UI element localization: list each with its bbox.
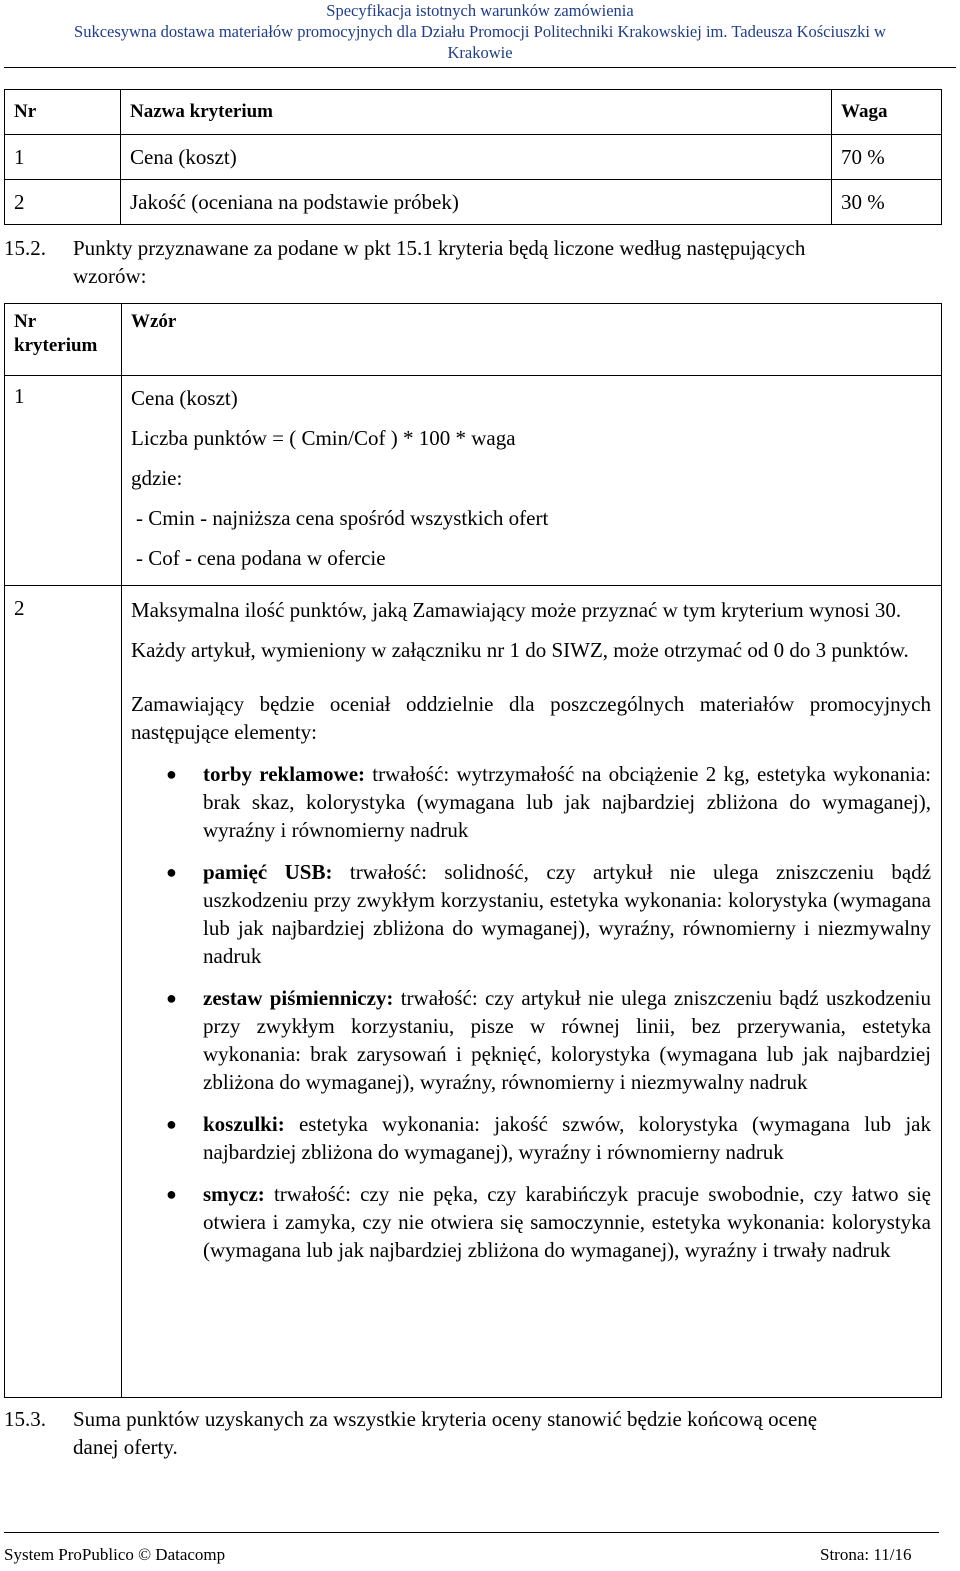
formula-table [4,303,942,1398]
item-desc: trwałość: czy artykuł nie ulega zniszczeniu bądź uszkodzeniu przy zwykłym korzystaniu, pisze w równej linii, bez przerywania, estetyka wykonania: brak zarysowań i pęknięć, kolorystyka (wymagana lub jak najbardziej zbliżona do wymaganej), wyraźny, równomierny i niezmywalny nadruk [203,986,931,1094]
list-item [131,760,931,844]
bullet-icon: ● [166,1114,177,1134]
section-text [73,1405,950,1461]
item-desc: trwałość: wytrzymałość na obciążenie 2 kg, estetyka wykonania: brak skaz, kolorystyka (wymagana lub jak najbardziej zbliżona do wymaganej), wyraźny i równomierny nadruk [203,762,932,842]
where-label: gdzie: [131,466,183,490]
header-nr-line: Nr [14,311,37,332]
header-subtitle: Sukcesywna dostawa materiałów promocyjnych dla Działu Promocji Politechniki Krakowskiej im. Tadeusza Kościuszki w [74,22,886,41]
row-name: Jakość (oceniana na podstawie próbek) [121,180,832,225]
section-text-line: wzorów: [73,264,147,288]
item-term: smycz: [203,1182,265,1206]
formula-text: Liczba punktów = ( Cmin/Cof ) * 100 * waga [131,426,516,450]
paragraph: Zamawiający będzie oceniał oddzielnie dla poszczególnych materiałów promocyjnych następujące elementy: [131,692,931,744]
item-term: pamięć USB: [203,860,333,884]
list-item [131,984,931,1096]
row-formula [122,376,942,586]
header-weight: Waga [832,90,942,135]
page-number: Strona: 11/16 [820,1545,912,1564]
paragraph: Każdy artykuł, wymieniony w załączniku nr 1 do SIWZ, może otrzymać od 0 do 3 punktów. [131,638,909,662]
row-name: Cena (koszt) [121,135,832,180]
section-text-line: danej oferty. [73,1435,178,1459]
page-header [0,0,960,63]
list-item [131,1180,931,1264]
item-term: koszulki: [203,1112,285,1136]
row-weight: 70 % [832,135,942,180]
table-row [5,586,942,1398]
table-header-row [5,304,942,376]
definition: - Cmin - najniższa cena spośród wszystkich ofert [136,506,549,530]
row-nr: 1 [5,135,121,180]
section-number: 15.2. [4,236,46,260]
header-formula: Wzór [122,304,942,376]
header-divider [4,67,956,68]
row-nr: 2 [5,180,121,225]
item-desc: trwałość: czy nie pęka, czy karabińczyk pracuje swobodnie, czy łatwo się otwiera i zamyka, czy nie otwiera się samoczynnie, estetyka wykonania: kolorystyka (wymagana lub jak najbardziej zbliżona do wymaganej), wyraźny i trwały nadruk [203,1182,932,1262]
header-nr-line: kryterium [14,335,98,356]
table-row [5,180,942,225]
table-row [5,135,942,180]
section-number: 15.3. [4,1407,46,1431]
table-row [5,376,942,586]
bullet-icon: ● [166,988,177,1008]
row-formula [122,586,942,1398]
header-nr: Nr [5,90,121,135]
criterion-title: Cena (koszt) [131,386,238,410]
item-term: zestaw piśmienniczy: [203,986,394,1010]
header-subtitle-cont: Krakowie [447,43,513,62]
item-term: torby reklamowe: [203,762,366,786]
bullet-list [131,760,931,1264]
row-nr: 2 [5,586,122,1398]
paragraph: Maksymalna ilość punktów, jaką Zamawiający może przyznać w tym kryterium wynosi 30. [131,598,902,622]
header-nr [5,304,122,376]
section-text-line: Punkty przyznawane za podane w pkt 15.1 kryteria będą liczone według następujących [73,236,806,260]
header-name: Nazwa kryterium [121,90,832,135]
table-header-row [5,90,942,135]
criteria-table [4,89,942,225]
list-item [131,858,931,970]
row-weight: 30 % [832,180,942,225]
list-item [131,1110,931,1166]
footer-left: System ProPublico © Datacomp [4,1545,226,1564]
bullet-icon: ● [166,1184,177,1204]
section-text-line: Suma punktów uzyskanych za wszystkie kryteria oceny stanowić będzie końcową ocenę [73,1407,818,1431]
item-desc: trwałość: solidność, czy artykuł nie ulega zniszczeniu bądź uszkodzeniu przy zwykłym korzystaniu, estetyka wykonania: kolorystyka (wymagana lub jak najbardziej zbliżona do wymaganej), wyraźny, równomierny i niezmywalny nadruk [203,860,932,968]
definition: - Cof - cena podana w ofercie [136,546,386,570]
bullet-icon: ● [166,764,177,784]
bullet-icon: ● [166,862,177,882]
footer-divider [4,1532,939,1533]
item-desc: estetyka wykonania: jakość szwów, kolorystyka (wymagana lub jak najbardziej zbliżona do wymaganej), wyraźny i równomierny nadruk [203,1112,931,1164]
section-text [73,234,950,290]
row-nr: 1 [5,376,122,586]
header-title: Specyfikacja istotnych warunków zamówienia [326,1,634,20]
